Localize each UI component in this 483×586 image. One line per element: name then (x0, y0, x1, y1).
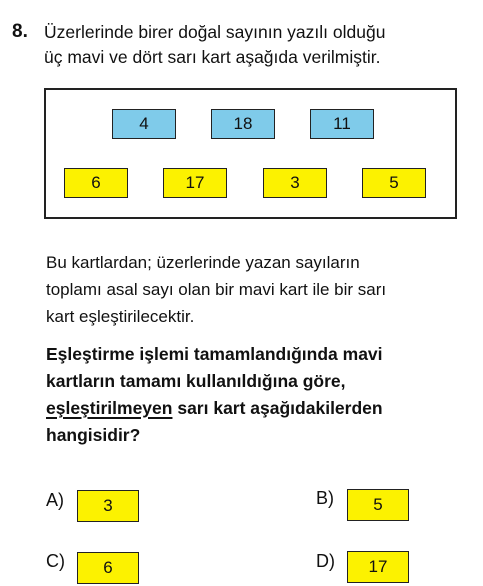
yellow-card-1: 6 (64, 168, 128, 198)
intro-line-1: Üzerlerinde birer doğal sayının yazılı olduğu (44, 22, 386, 42)
option-a-card[interactable]: 3 (77, 490, 139, 522)
intro-line-2: üç mavi ve dört sarı kart aşağıda verilmiştir. (44, 47, 381, 67)
option-b-card[interactable]: 5 (347, 489, 409, 521)
bold-question-line-3 (46, 395, 476, 422)
yellow-card-3: 3 (263, 168, 327, 198)
bold-question (46, 341, 476, 449)
paragraph-line-1: Bu kartlardan; üzerlerinde yazan sayıların (46, 253, 360, 272)
yellow-card-2: 17 (163, 168, 227, 198)
option-c-letter[interactable]: C) (46, 551, 65, 571)
option-a-letter[interactable]: A) (46, 490, 64, 510)
option-c-card[interactable]: 6 (77, 552, 139, 584)
bold-question-line-4: hangisidir? (46, 425, 141, 445)
blue-card-1: 4 (112, 109, 176, 139)
bold-question-line-3-rest: sarı kart aşağıdakilerden (172, 398, 383, 418)
paragraph (46, 249, 476, 330)
option-d-card[interactable]: 17 (347, 551, 409, 583)
card-frame (44, 88, 457, 219)
option-b-letter[interactable]: B) (316, 488, 334, 508)
bold-question-line-2: kartların tamamı kullanıldığına göre, (46, 371, 346, 391)
question-number: 8. (12, 21, 28, 42)
question-intro (44, 20, 474, 70)
blue-card-2: 18 (211, 109, 275, 139)
option-d-letter[interactable]: D) (316, 551, 335, 571)
blue-card-3: 11 (310, 109, 374, 139)
yellow-card-4: 5 (362, 168, 426, 198)
paragraph-line-2: toplamı asal sayı olan bir mavi kart ile bir sarı (46, 280, 387, 299)
paragraph-line-3: kart eşleştirilecektir. (46, 307, 195, 326)
underlined-word: eşleştirilmeyen (46, 398, 173, 418)
bold-question-line-1: Eşleştirme işlemi tamamlandığında mavi (46, 344, 383, 364)
